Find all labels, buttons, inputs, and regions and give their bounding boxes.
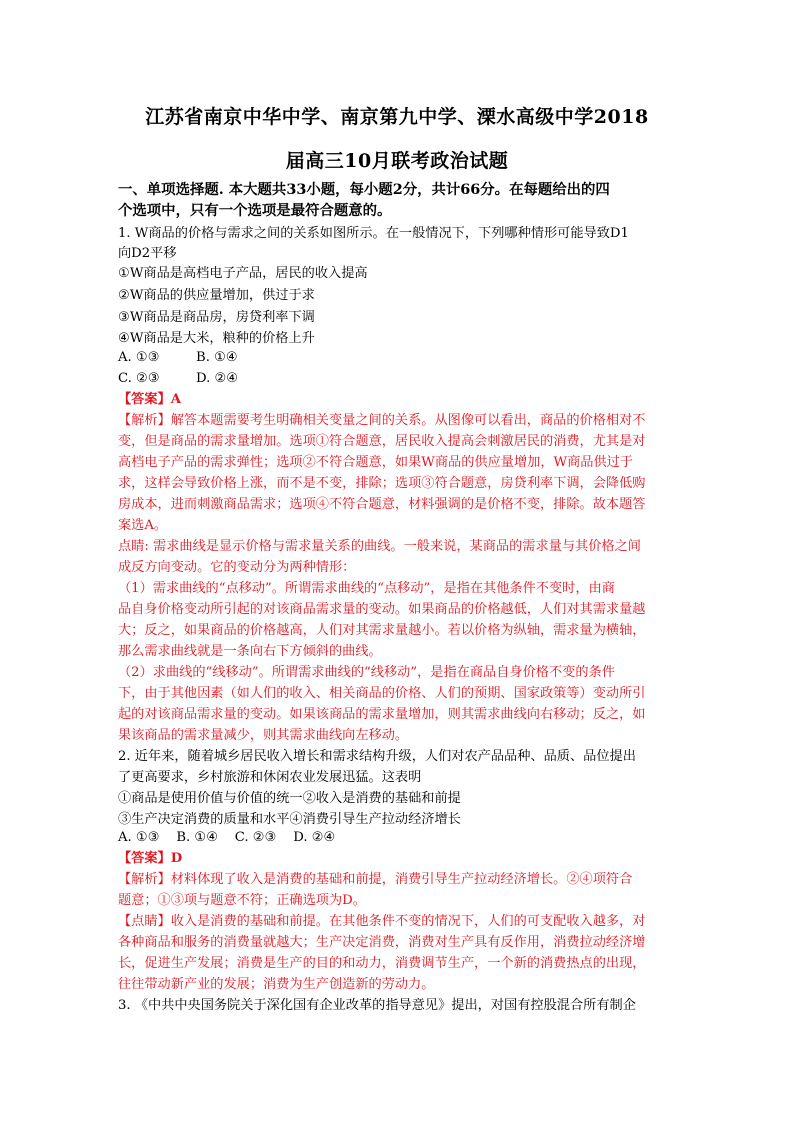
q1-analysis-line: 房成本，进而刺激商品需求；选项④不符合题意，材料强调的是价格不变，排除。故本题答: [118, 497, 646, 512]
q2-points-line: 【点睛】收入是消费的基础和前提。在其他条件不变的情况下，人们的可支配收入越多，对: [118, 914, 646, 929]
q1-choice-a: A. ①③: [118, 350, 160, 365]
q1-choice-b: B. ①④: [196, 350, 238, 365]
q1-points-line: 果该商品的需求量减少，则其需求曲线向左移动。: [118, 728, 409, 743]
doc-title-line2: 届高三10月联考政治试题: [285, 150, 509, 172]
q1-choice-c: C. ②③: [118, 371, 160, 386]
q1-option-1: ①W商品是高档电子产品，居民的收入提高: [118, 266, 368, 281]
q3-stem-line1: 3. 《中共中央国务院关于深化国有企业改革的指导意见》提出，对国有控股混合所有制企: [118, 998, 636, 1013]
q1-choice-d: D. ②④: [196, 371, 239, 386]
section-heading-line2: 个选项中，只有一个选项是最符合题意的。: [118, 202, 392, 219]
doc-title-line1: 江苏省南京中华中学、南京第九中学、溧水高级中学2018: [145, 106, 649, 128]
q1-points-line: 下，由于其他因素（如人们的收入、相关商品的价格、人们的预期、国家政策等）变动所引: [118, 686, 646, 701]
q2-points-line: 往往带动新产业的发展；消费为生产创造新的劳动力。: [118, 977, 435, 992]
q1-answer: 【答案】A: [118, 392, 181, 407]
q1-option-3: ③W商品是商品房，房贷利率下调: [118, 310, 315, 325]
q2-stem-line1: 2. 近年来，随着城乡居民收入增长和需求结构升级，人们对农产品品种、品质、品位提出: [118, 749, 636, 764]
q2-stem-line2: 了更高要求，乡村旅游和休闲农业发展迅猛。这表明: [118, 770, 422, 785]
section-heading-line1: 一、单项选择题. 本大题共33小题，每小题2分，共计66分。在每题给出的四: [118, 181, 610, 198]
q1-points-line: 起的对该商品需求量的变动。如果该商品的需求量增加，则其需求曲线向右移动；反之，如: [118, 707, 646, 722]
q1-points-line: 点睛: 需求曲线是显示价格与需求量关系的曲线。一般来说，某商品的需求量与其价格之间: [118, 539, 641, 554]
q1-points-line: （2）求曲线的“线移动”。所谓需求曲线的“线移动”，是指在商品自身价格不变的条件: [118, 665, 615, 680]
q2-choices: A. ①③ B. ①④ C. ②③ D. ②④: [118, 830, 336, 845]
q1-analysis-line: 求，这样会导致价格上涨，而不是不变，排除；选项③符合题意，房贷利率下调，会降低购: [118, 476, 646, 491]
q2-points-line: 长，促进生产发展；消费是生产的目的和动力，消费调节生产，一个新的消费热点的出现，: [118, 956, 646, 971]
q2-answer: 【答案】D: [118, 851, 183, 866]
q2-analysis-line2: 题意；①③项与题意不符；正确选项为D。: [118, 893, 366, 908]
q1-points-line: 品自身价格变动所引起的对该商品需求量的变动。如果商品的价格越低，人们对其需求量越: [118, 602, 646, 617]
q1-analysis-line: 案选A。: [118, 518, 168, 533]
q2-analysis-line1: 【解析】材料体现了收入是消费的基础和前提，消费引导生产拉动经济增长。②④项符合: [118, 872, 633, 887]
q2-options-line1: ①商品是使用价值与价值的统一②收入是消费的基础和前提: [118, 791, 461, 806]
q1-stem-line2: 向D2平移: [118, 246, 177, 261]
q1-points-line: 成反方向变动。它的变动分为两种情形：: [118, 560, 356, 575]
q1-stem-line1: 1. W商品的价格与需求之间的关系如图所示。在一般情况下，下列哪种情形可能导致D1: [118, 226, 629, 241]
q2-points-line: 各种商品和服务的消费量就越大；生产决定消费，消费对生产具有反作用，消费拉动经济增: [118, 935, 646, 950]
q1-points-line: 大；反之，如果商品的价格越高，人们对其需求量越小。若以价格为纵轴，需求量为横轴，: [118, 623, 646, 638]
q1-analysis-line: 【解析】解答本题需要考生明确相关变量之间的关系。从图像可以看出，商品的价格相对不: [118, 413, 646, 428]
q1-option-4: ④W商品是大米，粮种的价格上升: [118, 331, 315, 346]
q1-analysis-line: 高档电子产品的需求弹性；选项②不符合题意，如果W商品的供应量增加，W商品供过于: [118, 455, 634, 470]
q1-points-line: （1）需求曲线的“点移动”。所谓需求曲线的“点移动”，是指在其他条件不变时，由商: [118, 581, 615, 596]
q1-points-line: 那么需求曲线就是一条向右下方倾斜的曲线。: [118, 644, 382, 659]
q2-options-line2: ③生产决定消费的质量和水平④消费引导生产拉动经济增长: [118, 812, 461, 827]
q1-option-2: ②W商品的供应量增加，供过于求: [118, 288, 315, 303]
q1-analysis-line: 变，但是商品的需求量增加。选项①符合题意，居民收入提高会刺激居民的消费，尤其是对: [118, 434, 646, 449]
